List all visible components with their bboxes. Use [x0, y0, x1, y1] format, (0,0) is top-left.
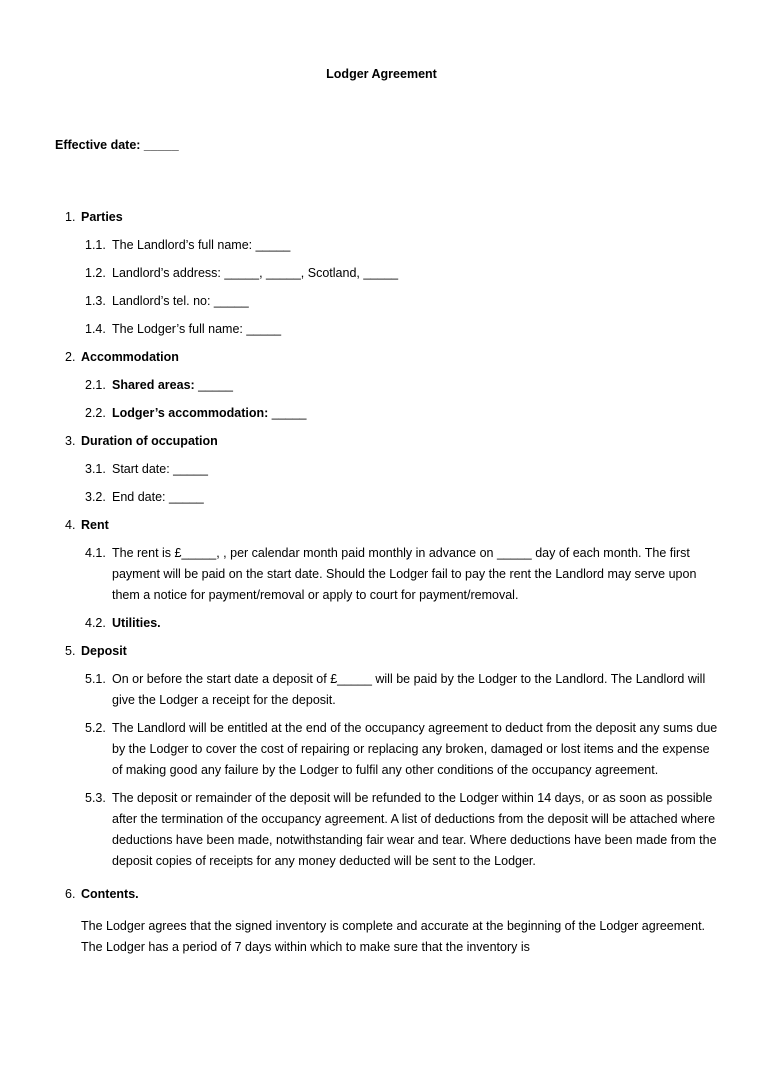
section-heading: 2. Accommodation: [65, 350, 179, 364]
document-title: Lodger Agreement: [326, 67, 437, 81]
section-heading: 1. Parties: [65, 210, 123, 224]
section-title: Deposit: [81, 644, 127, 658]
clause: 2.1. Shared areas: _____: [85, 378, 233, 392]
section-title: Rent: [81, 518, 109, 532]
document-body: [0, 207, 763, 958]
section-title: Contents.: [81, 887, 139, 901]
clause: 3.2. End date: _____: [85, 490, 204, 504]
clause: 1.1. The Landlord’s full name: _____: [85, 238, 291, 252]
clause: 5.3. The deposit or remainder of the deposit will be refunded to the Lodger within 14 days, or as soon as possible after the termination of the occupancy agreement. A list of deductions from the deposit will be attached where deductions have been made, notwithstanding fair wear and tear. Where deductions have been made from the deposit copies of receipts for any money deducted will be sent to the Lodger.: [85, 791, 717, 868]
section-title: Duration of occupation: [81, 434, 218, 448]
section-title: Accommodation: [81, 350, 179, 364]
clause: 5.2. The Landlord will be entitled at the end of the occupancy agreement to deduct from the deposit any sums due by the Lodger to cover the cost of repairing or replacing any broken, damaged or lost items and the expense of making good any failure by the Lodger to fulfil any other conditions of the occupancy agreement.: [85, 721, 718, 777]
clause: 1.3. Landlord’s tel. no: _____: [85, 294, 249, 308]
section-heading: 4. Rent: [65, 518, 109, 532]
contents-paragraph: The Lodger agrees that the signed inventory is complete and accurate at the beginning of the Lodger agreement. The Lodger has a period of 7 days within which to make sure that the inventory is: [81, 919, 706, 954]
section-title: Parties: [81, 210, 123, 224]
clause: 1.4. The Lodger’s full name: _____: [85, 322, 282, 336]
clause: 5.1. On or before the start date a deposit of £_____ will be paid by the Lodger to the Landlord. The Landlord will give the Lodger a receipt for the deposit.: [85, 672, 706, 707]
clause: 4.2. Utilities.: [85, 616, 161, 630]
clause: 2.2. Lodger’s accommodation: _____: [85, 406, 307, 420]
effective-date: Effective date: _____: [55, 138, 179, 152]
clause: 4.1. The rent is £_____, , per calendar month paid monthly in advance on _____ day of each month. The first payment will be paid on the start date. Should the Lodger fail to pay the rent the Landlord may serve upon them a notice for payment/removal or apply to court for payment/removal.: [85, 546, 697, 602]
clause: 3.1. Start date: _____: [85, 462, 208, 476]
clause: 1.2. Landlord’s address: _____, _____, Scotland, _____: [85, 266, 399, 280]
section-heading: 5. Deposit: [65, 644, 127, 658]
section-heading: 3. Duration of occupation: [65, 434, 218, 448]
section-heading: 6. Contents.: [65, 887, 139, 901]
